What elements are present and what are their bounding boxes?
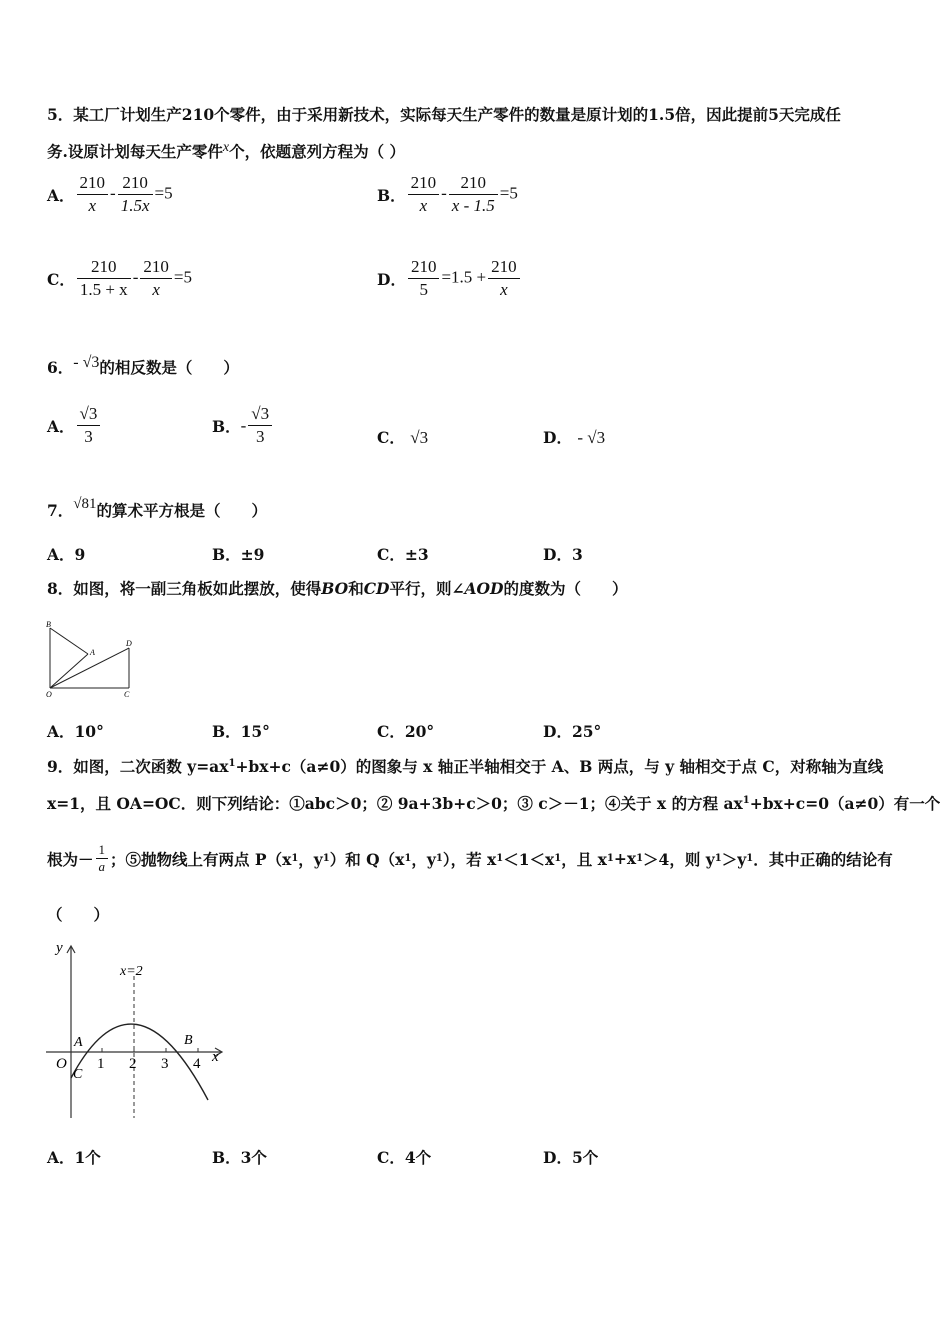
q8-label-d: D	[126, 639, 132, 648]
q5-a-expr: $\frac{210}{x}$ - $\frac{210}{1.5x}$ =5	[75, 172, 173, 217]
q6-a-expr: $\frac{√3}{3}$	[77, 403, 101, 448]
q9-label-o: O	[56, 1056, 67, 1072]
q6-option-c[interactable]	[377, 426, 428, 448]
q6-text: 的相反数是（ ）	[99, 358, 239, 377]
q8-label-o: O	[46, 690, 52, 698]
q5-stem-line2	[47, 140, 405, 162]
q7-option-a[interactable]: A．9	[47, 545, 86, 564]
q9-tick-label-3: 3	[161, 1056, 169, 1072]
q6-b-sign: -	[240, 415, 247, 435]
q5-stem-b: 个，依题意列方程为（ ）	[229, 142, 406, 162]
q8-label-b: B	[46, 620, 51, 629]
q9-stem-line3: 根为－ $\frac{1}{a}$ ；⑤抛物线上有两点 P（x 1 ，y 1 ）和 Q（x 1 ，y 1 ），若 x 1 ＜1＜x 1 ，且 x 1 +x 1 ＞4，则 y 1 ＞y 1 ．其中正确的结论有	[47, 842, 893, 874]
q5-c-label: C．	[47, 269, 75, 289]
q8-bo: BO	[321, 579, 349, 598]
q5-d-expr: $\frac{210}{5}$ =1.5 + $\frac{210}{x}$	[406, 256, 522, 301]
q8-aod: AOD	[464, 579, 504, 598]
q8-text-c: 的度数为（ ）	[503, 579, 628, 598]
q6-a-label: A．	[47, 416, 75, 436]
q6-b-expr: $\frac{√3}{3}$	[248, 403, 272, 448]
q5-stem-a: 务.设原计划每天生产零件	[47, 142, 223, 162]
q5-option-a[interactable]	[47, 172, 173, 217]
q9-tick-label-4: 4	[193, 1056, 201, 1072]
q9-tick-label-1: 1	[97, 1056, 105, 1072]
q6-b-label: B．	[212, 416, 241, 436]
q7-option-d[interactable]: D．3	[543, 545, 583, 564]
q5-d-label: D．	[377, 269, 406, 289]
q9-option-a[interactable]: A．1个	[47, 1148, 101, 1167]
q7-text: 的算术平方根是（ ）	[96, 501, 268, 520]
q9-label-y: y	[56, 940, 63, 956]
q7-option-b[interactable]: B．±9	[212, 545, 265, 564]
q6-c-value: √3	[410, 428, 429, 447]
q9-label-a: A	[74, 1035, 83, 1050]
q8-option-b[interactable]: B．15°	[212, 722, 270, 741]
q5-option-c[interactable]	[47, 256, 192, 301]
q9-label-axis: x=2	[120, 964, 143, 979]
q7-stem	[47, 496, 267, 521]
q8-text-a: 8．如图，将一副三角板如此摆放，使得	[47, 579, 322, 598]
q9-option-b[interactable]: B．3个	[212, 1148, 267, 1167]
q5-b-label: B．	[377, 185, 406, 205]
q5-option-b[interactable]	[377, 172, 518, 217]
q5-c-expr: $\frac{210}{1.5 + x}$ - $\frac{210}{x}$ =5	[75, 256, 192, 301]
q9-option-d[interactable]: D．5个	[543, 1148, 599, 1167]
q8-stem	[47, 577, 627, 599]
q5-option-d[interactable]	[377, 256, 522, 301]
q9-label-c: C	[73, 1067, 83, 1082]
q9-stem-line1: 9．如图，二次函数 $y=ax^1+bx+c(a\ne 0)$的图象与 x 轴正半轴相交于 A、B 两点，与 y 轴相交于点 C，对称轴为直线	[47, 757, 884, 776]
q6-option-d[interactable]	[543, 426, 605, 448]
q6-option-b[interactable]	[212, 403, 274, 448]
q5-b-expr: $\frac{210}{x}$ - $\frac{210}{x - 1.5}$ =5	[406, 172, 518, 217]
q9-stem-line4: （ ）	[47, 905, 110, 924]
q8-cd: CD	[363, 579, 390, 598]
q8-line-ao	[50, 654, 88, 688]
q9-label-b: B	[184, 1033, 193, 1048]
q6-d-label: D．	[543, 428, 572, 447]
q5-a-label: A．	[47, 185, 75, 205]
q6-option-a[interactable]	[47, 403, 102, 448]
q8-option-c[interactable]: C．20°	[377, 722, 435, 741]
q8-option-a[interactable]: A．10°	[47, 722, 104, 741]
q8-and: 和	[348, 579, 364, 598]
q8-line-ba	[50, 628, 88, 654]
q7-expr: √81	[73, 496, 97, 512]
q5-stem-line1: 5．某工厂计划生产210个零件，由于采用新技术，实际每天生产零件的数量是原计划的1.5倍，因此提前5天完成任	[47, 105, 841, 124]
q7-option-c[interactable]: C．±3	[377, 545, 429, 564]
q9-tick-label-2: 2	[129, 1056, 137, 1072]
q9-label-x: x	[212, 1049, 219, 1065]
q5-var: x	[222, 140, 230, 155]
q6-num: 6．	[47, 358, 74, 377]
q6-stem	[47, 354, 239, 378]
q8-label-a: A	[90, 648, 95, 657]
q8-text-b: 平行，则∠	[389, 579, 465, 598]
q8-label-c: C	[124, 690, 130, 698]
q9-option-c[interactable]: C．4个	[377, 1148, 432, 1167]
q9-stem-line2: x=1，且 OA=OC．则下列结论：①abc＞0；② 9a+3b+c＞0；③ c＞－1；④关于 x 的方程 $ax^1+bx+c=0(a\ne 0)$有一个	[47, 794, 941, 813]
q8-figure	[44, 618, 144, 698]
q9-figure	[40, 938, 230, 1123]
q6-d-value: - √3	[577, 428, 606, 447]
q7-num: 7．	[47, 501, 74, 520]
q8-option-d[interactable]: D．25°	[543, 722, 602, 741]
q6-expr: - √3	[73, 354, 100, 371]
q6-c-label: C．	[377, 428, 405, 447]
